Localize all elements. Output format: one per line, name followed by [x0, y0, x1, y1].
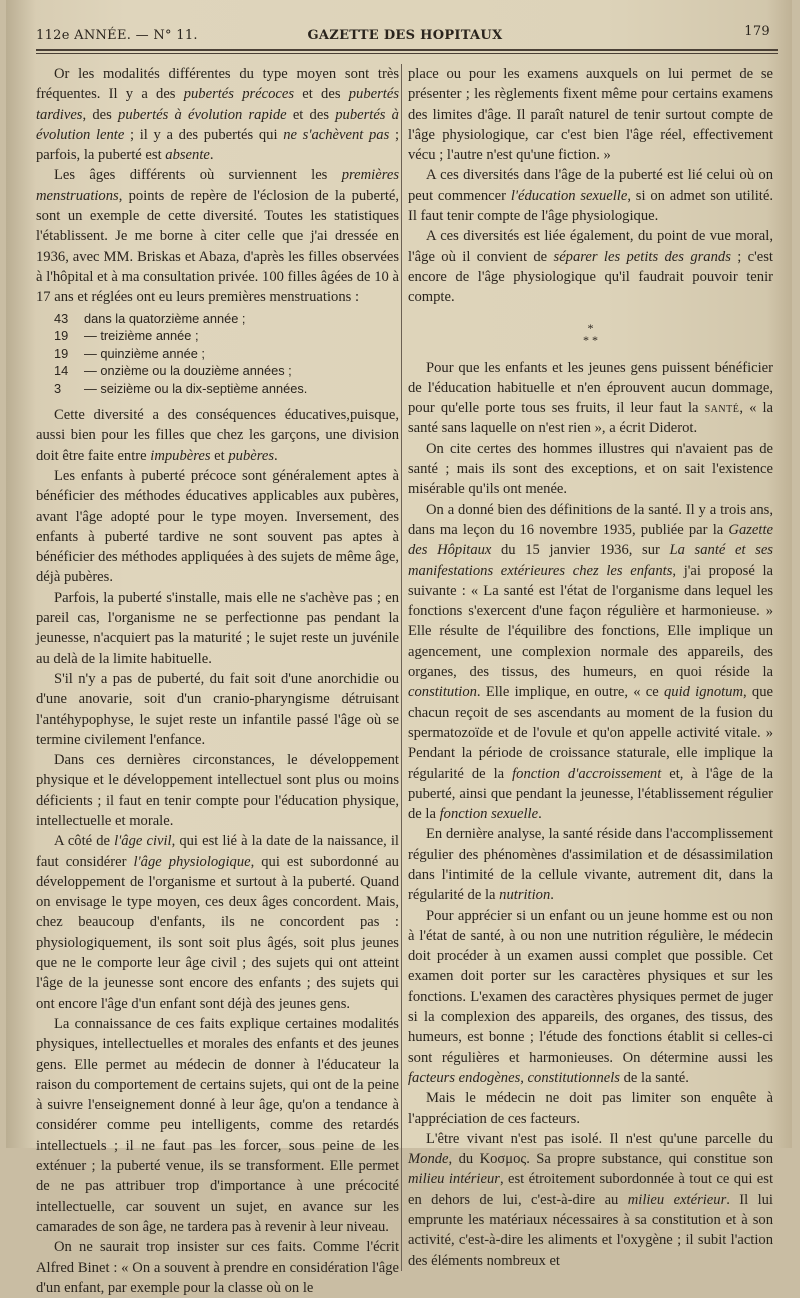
- section-separator-asterism: * * *: [583, 320, 598, 347]
- header-rule-thin: [36, 53, 778, 54]
- list-item: 3 — seizième ou la dix-septième années.: [54, 380, 308, 396]
- list-item: 19 — treizième année ;: [54, 328, 199, 344]
- paragraph: Or les modalités différentes du type moyen sont très fréquentes. Il y a des pubertés précoces et des pubertés tardives, des pubertés à évolution rapide et des pubertés à évolution lente ; il y a des pubertés qui ne s'achèvent pas ; parfois, la puberté est absente.: [36, 66, 400, 164]
- paragraph: Cette diversité a des conséquences éducatives,puisque, aussi bien pour les filles que chez les garçons, une division doit être faite entre impubères et pubères.: [36, 407, 399, 464]
- page-header: [36, 24, 774, 50]
- paragraph: S'il n'y a pas de puberté, du fait soit d'une anorchidie ou d'une anovarie, soit d'un cranio-pharyngisme détruisant l'antéhypophyse, le sujet reste un infantile passé l'âge où se termine civilement l'enfance.: [36, 670, 399, 748]
- paragraph: Mais le médecin ne doit pas limiter son enquête à l'appréciation de ces facteurs.: [408, 1090, 773, 1127]
- paragraph: Pour apprécier si un enfant ou un jeune homme est ou non à l'état de santé, à ou non une nutrition régulière, le médecin doit procéder à un examen aussi complet que possible. Cet examen doit porter sur les caractères physiques et sur les fonctions. L'examen des caractères physiques permet de juger si la complexion des appareils, des organes, des tissus, des humeurs, est bonne ; l'étude des fonctions établit si celles-ci sont régulières et harmonieuses. On détermine aussi les facteurs endogènes, constitutionnels de la santé.: [408, 907, 773, 1086]
- paragraph: On ne saurait trop insister sur ces faits. Comme l'écrit Alfred Binet : « On a souvent à prendre en considération l'âge d'un enfant, par exemple pour la classe où on le: [36, 1239, 399, 1296]
- right-column: [401, 64, 773, 1271]
- left-column: [36, 64, 399, 1298]
- paragraph: A ces diversités est liée également, du point de vue moral, l'âge où il convient de séparer les petits des grands ; c'est encore de l'âge physiologique qu'il faudrait pouvoir tenir compte.: [408, 228, 773, 306]
- menstruation-statistics-list: [54, 310, 399, 398]
- paragraph: A ces diversités dans l'âge de la puberté est lié celui où on peut commencer l'éducation sexuelle, si on admet son utilité. Il faut tenir compte de l'âge physiologique.: [408, 167, 773, 225]
- paragraph: En dernière analyse, la santé réside dans l'accomplissement régulier des phénomènes d'assimilation et de désassimilation dans l'intimité de la cellule vivante, autrement dit, dans la régularité de la nutrition.: [408, 826, 773, 904]
- list-item: 14 — onzième ou la douzième années ;: [54, 363, 292, 379]
- list-item: 19 — quinzième année ;: [54, 345, 205, 361]
- publication-title: GAZETTE DES HOPITAUX: [307, 28, 503, 43]
- paragraph: Les enfants à puberté précoce sont généralement aptes à bénéficier des méthodes éducatives applicables aux pubères, avant l'âge adopté pour le type moyen. Inversement, des enfants à puberté tardive ne sont souvent pas aptes à bénéficier des méthodes appliquées à des sujets de même âge, déjà pubères.: [36, 467, 399, 586]
- header-rule: [36, 49, 778, 51]
- paragraph: L'être vivant n'est pas isolé. Il n'est qu'une parcelle du Monde, du Κοσμος. Sa propre substance, qui constitue son milieu intérieur, est étroitement subordonnée à tout ce qui est en dehors de lui, c'est-à-dire au milieu extérieur. Il lui emprunte les matériaux nécessaires à sa constitution et à son activité, c'est-à-dire les aliments et l'oxygène ; il subit l'action des éléments nombreux et: [408, 1130, 773, 1269]
- paragraph: On cite certes des hommes illustres qui n'avaient pas de santé ; mais ils sont des exceptions, et on sait l'existence misérable qu'ils ont menée.: [408, 440, 773, 498]
- paragraph: Parfois, la puberté s'installe, mais elle ne s'achève pas ; en pareil cas, l'organisme ne se perfectionne pas pendant la jeunesse, n'acquiert pas la maturité ; le sujet reste un juvénile au delà de la limite habituelle.: [36, 589, 399, 667]
- paragraph: Dans ces dernières circonstances, le développement physique et le développement intellectuel sont plus ou moins déficients ; il faut en tenir compte pour l'éducation physique, intellectuelle et morale.: [36, 752, 399, 829]
- newspaper-page: [6, 0, 792, 1296]
- paragraph: On a donné bien des définitions de la santé. Il y a trois ans, dans ma leçon du 16 novembre 1935, publiée par la Gazette des Hôpitaux du 15 janvier 1936, sur La santé et ses manifestations extérieures chez les enfants, j'ai proposé la suivante : « La santé est l'état de l'organisme dans lequel les fonctions s'exercent d'une façon régulière et harmonieuse. » Elle résulte de l'équilibre des fonctions, Elle implique un agencement, une complexion normale des appareils, des organes, des tissus, des humeurs, en quoi réside la constitution. Elle implique, en outre, « ce quid ignotum, que chacun reçoit de ses ascendants au moment de la fusion du spermatozoïde et de l'ovule et qu'on appelle activité vitale. » Pendant la période de croissance staturale, elle implique la régularité de la fonction d'accroissement et, à l'âge de la puberté, ainsi que pendant la jeunesse, l'établissement régulier de la fonction sexuelle.: [408, 501, 773, 823]
- paragraph: A côté de l'âge civil, qui est lié à la date de la naissance, il faut considérer l'âge physiologique, qui est subordonné au développement de l'organisme et surtout à la puberté. Quand on envisage le type moyen, ces deux âges concordent. Mais, chez beaucoup d'enfants, ils ne concordent pas : physiologiquement, ils sont soit plus âgés, soit plus jeunes que ne le comporte leur âge civil ; des sujets qui ont atteint l'âge de la jeunesse sont encore des enfants ; des sujets qui ont encore l'âge d'un enfant sont déjà des jeunes gens.: [36, 833, 399, 1012]
- page-number: 179: [744, 24, 770, 39]
- paragraph: place ou pour les examens auxquels on lui permet de se présenter ; les règlements fixent même pour certains examens des limites d'âge. Il paraît naturel de tenir surtout compte de l'âge physiologique, car c'est bien l'âge réel, effectivement vécu ; l'autre n'est qu'une fiction. »: [408, 66, 773, 164]
- paragraph: La connaissance de ces faits explique certaines modalités physiques, intellectuelles et morales des enfants et des jeunes gens. Elle permet au médecin de donner à l'éducateur la raison du comportement de certains sujets, qui ont de la peine à suivre l'enseignement donné à leur âge, qu'on a tendance à considérer comme peu intelligents, comme des retardés intellectuels ; il ne faut pas les forcer, sous peine de les exténuer ; la puberté venue, ils se transforment. Elle permet de ne pas attribuer trop d'importance à une précocité intellectuelle, car souvent un sujet, en avance sur les camarades de son âge, ne tardera pas à revenir à leur niveau.: [36, 1015, 399, 1235]
- issue-info: 112e ANNÉE. — N° 11.: [36, 28, 198, 43]
- paragraph: Les âges différents où surviennent les premières menstruations, points de repère de l'éclosion de la puberté, sont un exemple de cette diversité. Toutes les statistiques l'établissent. Je me borne à citer celle que j'ai dressée en 1936, avec MM. Briskas et Abaza, d'après les filles observées à l'hôpital et à ma consultation privée. 100 filles âgées de 10 à 17 ans et réglées ont eu leurs premières menstruations :: [36, 167, 399, 306]
- list-item: 43 dans la quatorzième année ;: [54, 310, 246, 326]
- paragraph: Pour que les enfants et les jeunes gens puissent bénéficier de l'éducation habituelle et n'en éprouvent aucun dommage, pour qu'elle porte tous ses fruits, il leur faut la santé, « la santé sans laquelle on n'est rien », a écrit Diderot.: [408, 359, 773, 437]
